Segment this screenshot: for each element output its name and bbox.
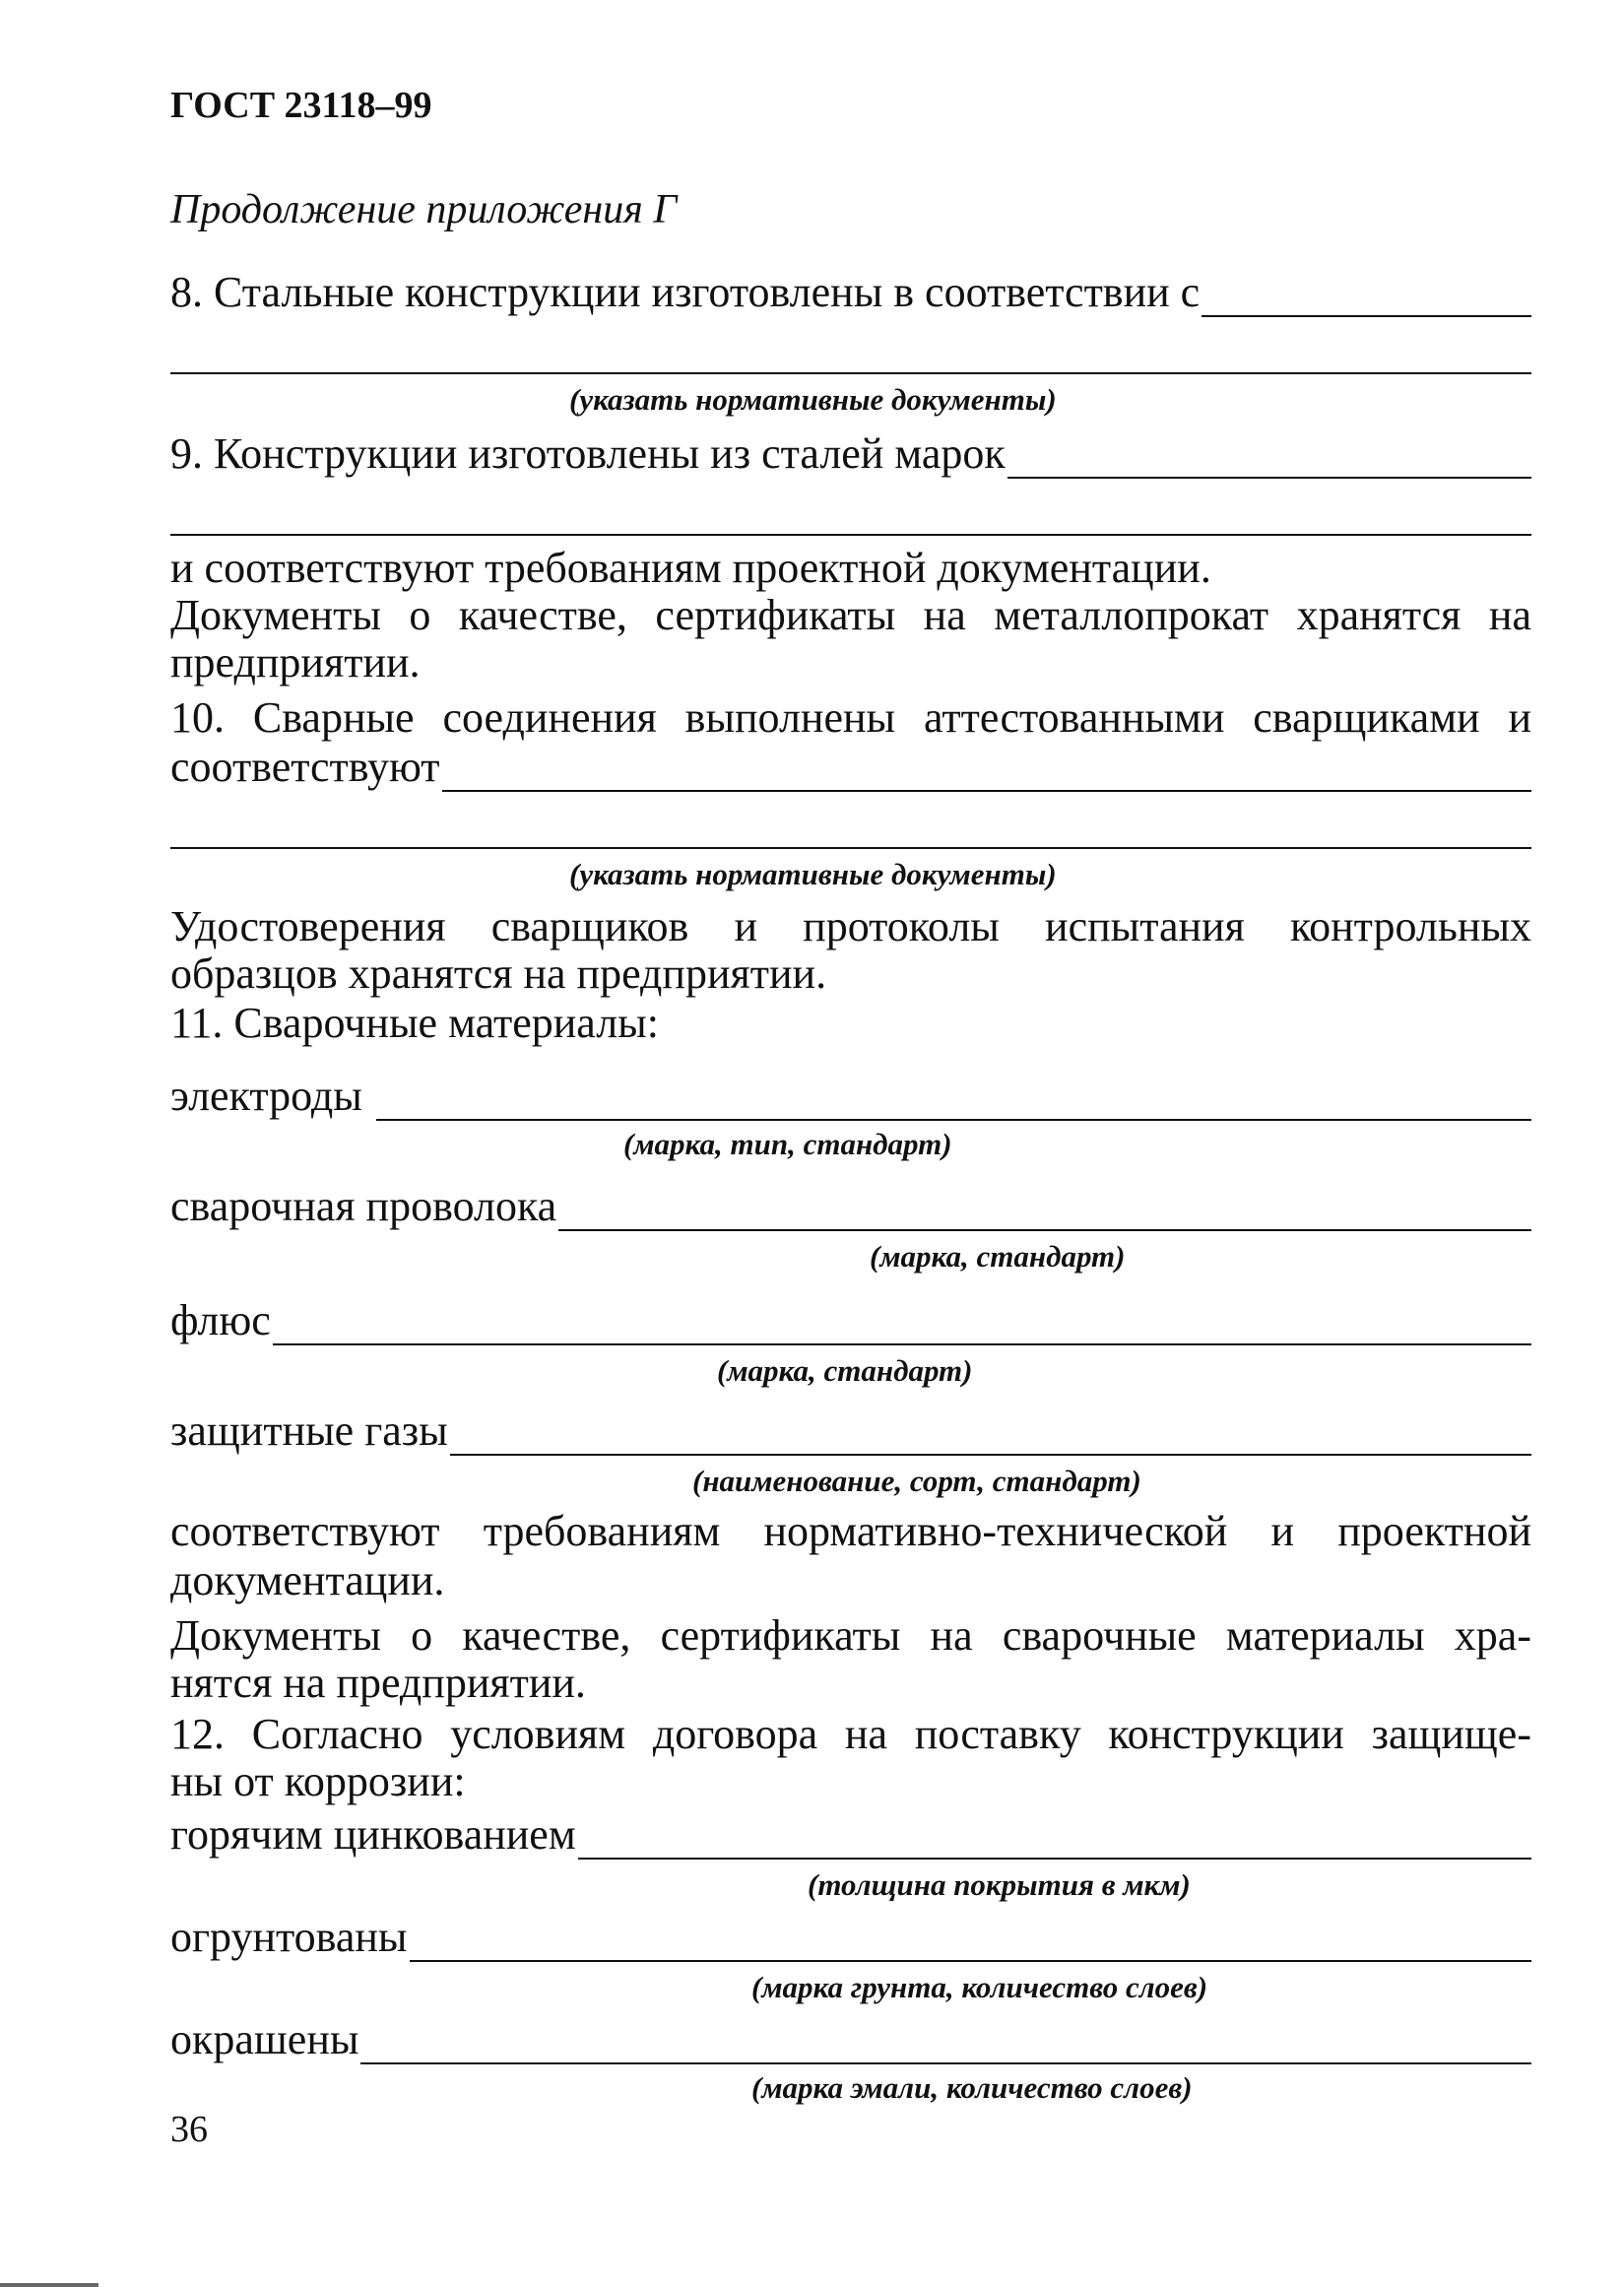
item10-hint: (указать нормативные документы) — [569, 857, 1057, 891]
electrodes-field — [170, 1072, 1531, 1121]
item10-text-1: 10. Сварные соединения выполнены аттестованными сварщиками и — [170, 693, 1531, 742]
item9-text-1: и соответствуют требованиям проектной документации. — [170, 544, 1211, 592]
item10-label: соответствуют — [170, 743, 440, 791]
page-number: 36 — [170, 2109, 208, 2150]
item10-blank-line-2[interactable] — [170, 847, 1531, 849]
primed-blank-line[interactable] — [410, 1925, 1532, 1962]
item10-text-3: образцов хранятся на предприятии. — [170, 949, 827, 998]
wire-hint: (марка, стандарт) — [870, 1239, 1126, 1274]
item8-blank-line-2[interactable] — [170, 372, 1531, 374]
item11-text-2: документации. — [170, 1556, 445, 1604]
galvanized-blank-line[interactable] — [578, 1822, 1531, 1860]
primed-hint: (марка грунта, количество слоев) — [751, 1970, 1208, 2004]
item12-text-2: ны от коррозии: — [170, 1757, 466, 1805]
item10-blank-line[interactable] — [442, 754, 1531, 792]
item9-text-2: Документы о качестве, сертификаты на металлопрокат хранятся на — [170, 591, 1531, 639]
item10-text-2: Удостоверения сварщиков и протоколы испытания контрольных — [170, 902, 1531, 950]
gases-blank-line[interactable] — [450, 1418, 1531, 1456]
item9-blank-line[interactable] — [1007, 441, 1531, 479]
item9-text-3: предприятии. — [170, 638, 421, 686]
item11-text-1: соответствуют требованиям нормативно-технической и проектной — [170, 1507, 1531, 1555]
scan-edge-mark — [0, 2283, 98, 2287]
item9-field — [170, 429, 1531, 479]
item8-label: 8. Стальные конструкции изготовлены в соответствии с — [170, 268, 1201, 316]
item11-text-4: нятся на предприятии. — [170, 1659, 586, 1707]
item11-text-3: Документы о качестве, сертификаты на сварочные материалы хра- — [170, 1611, 1531, 1660]
gases-label: защитные газы — [170, 1406, 448, 1455]
wire-blank-line[interactable] — [558, 1194, 1531, 1231]
flux-field — [170, 1296, 1531, 1345]
item8-blank-line[interactable] — [1202, 280, 1531, 317]
gases-hint: (наименование, сорт, стандарт) — [692, 1464, 1141, 1498]
gases-field — [170, 1406, 1531, 1456]
electrodes-label: электроды — [170, 1072, 362, 1120]
flux-hint: (марка, стандарт) — [717, 1353, 973, 1388]
electrodes-blank-line[interactable] — [376, 1083, 1531, 1121]
item12-text-1: 12. Согласно условиям договора на поставку конструкции защище- — [170, 1710, 1531, 1758]
galvanized-hint: (толщина покрытия в мкм) — [808, 1867, 1191, 1902]
flux-blank-line[interactable] — [273, 1308, 1531, 1345]
galvanized-label: горячим цинкованием — [170, 1810, 576, 1859]
wire-label: сварочная проволока — [170, 1182, 557, 1230]
flux-label: флюс — [170, 1296, 271, 1344]
primed-field — [170, 1913, 1531, 1962]
wire-field — [170, 1182, 1531, 1231]
electrodes-hint: (марка, тип, стандарт) — [623, 1127, 952, 1161]
primed-label: огрунтованы — [170, 1913, 408, 1961]
item8-field — [170, 268, 1531, 317]
item9-blank-line-2[interactable] — [170, 534, 1531, 536]
item9-label: 9. Конструкции изготовлены из сталей марок — [170, 429, 1006, 478]
painted-blank-line[interactable] — [360, 2027, 1531, 2064]
painted-label: окрашены — [170, 2015, 359, 2063]
appendix-continuation-title: Продолжение приложения Г — [170, 187, 678, 232]
galvanized-field — [170, 1810, 1531, 1860]
painted-field — [170, 2015, 1531, 2064]
item10-field — [170, 743, 1531, 792]
item11-title: 11. Сварочные материалы: — [170, 999, 659, 1047]
document-code: ГОСТ 23118–99 — [170, 85, 432, 126]
painted-hint: (марка эмали, количество слоев) — [751, 2070, 1193, 2105]
item8-hint: (указать нормативные документы) — [569, 382, 1057, 417]
